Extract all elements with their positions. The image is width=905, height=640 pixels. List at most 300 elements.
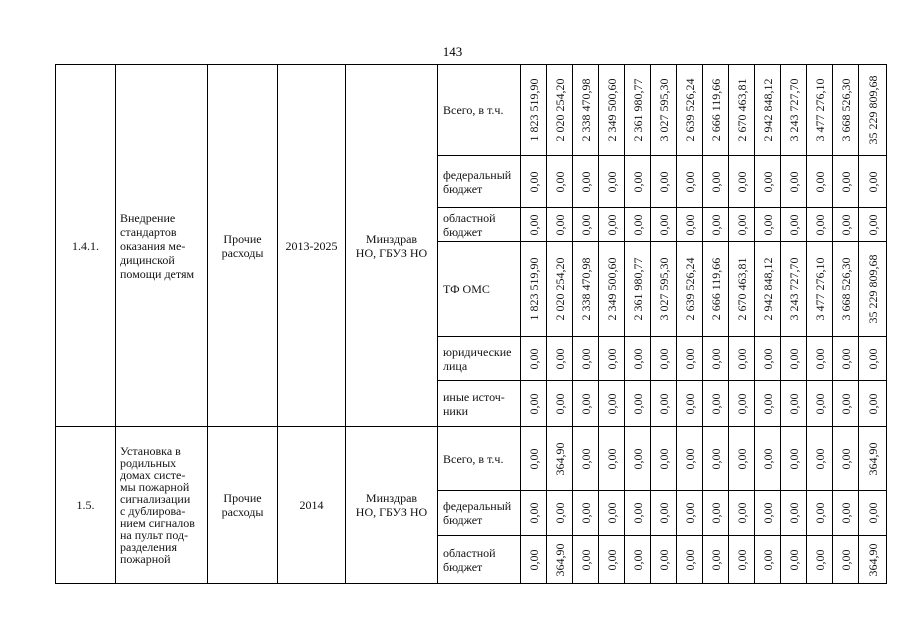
text-line: на пульт под- bbox=[120, 528, 189, 542]
amount-value: 0,00 bbox=[526, 171, 541, 192]
text-line: ТФ ОМС bbox=[443, 282, 490, 296]
amount-value: 0,00 bbox=[734, 549, 749, 570]
amount-value: 0,00 bbox=[630, 348, 645, 369]
amount-value: 0,00 bbox=[865, 502, 880, 524]
text-line: Всего, в т.ч. bbox=[443, 103, 504, 117]
amount-value: 3 243 727,70 bbox=[786, 78, 801, 142]
amount-value: 0,00 bbox=[734, 393, 749, 414]
amount-cell bbox=[677, 156, 703, 208]
amount-value: 35 229 809,68 bbox=[865, 75, 880, 145]
amount-value: 0,00 bbox=[578, 393, 593, 414]
amount-value: 0,00 bbox=[630, 549, 645, 570]
amount-value: 0,00 bbox=[838, 348, 853, 369]
amount-value: 0,00 bbox=[760, 393, 775, 414]
amount-cell bbox=[521, 381, 547, 427]
amount-cell bbox=[755, 65, 781, 156]
amount-value: 0,00 bbox=[682, 549, 697, 570]
amount-cell bbox=[599, 65, 625, 156]
amount-cell bbox=[625, 208, 651, 242]
amount-value: 0,00 bbox=[526, 448, 541, 469]
text-line: бюджет bbox=[443, 513, 483, 527]
amount-cell bbox=[807, 208, 833, 242]
amount-cell bbox=[833, 427, 859, 491]
amount-cell bbox=[547, 536, 573, 584]
amount-value: 0,00 bbox=[838, 393, 853, 414]
amount-cell bbox=[625, 242, 651, 337]
funding-source bbox=[438, 381, 521, 427]
amount-value: 0,00 bbox=[760, 214, 775, 235]
text-line: стандартов bbox=[120, 224, 177, 239]
amount-cell bbox=[677, 536, 703, 584]
amount-value: 3 243 727,70 bbox=[786, 257, 801, 321]
amount-cell bbox=[547, 242, 573, 337]
amount-value: 0,00 bbox=[812, 214, 827, 235]
amount-value: 0,00 bbox=[630, 448, 645, 469]
text-line: с дублирова- bbox=[120, 504, 186, 518]
amount-value: 0,00 bbox=[552, 214, 567, 235]
text-line: Установка в bbox=[120, 444, 181, 458]
amount-value: 0,00 bbox=[708, 214, 723, 235]
amount-cell bbox=[755, 491, 781, 536]
amount-cell bbox=[703, 427, 729, 491]
amount-cell bbox=[547, 156, 573, 208]
amount-cell bbox=[859, 208, 887, 242]
amount-value: 0,00 bbox=[656, 448, 671, 469]
amount-cell bbox=[833, 242, 859, 337]
text-line: Прочие bbox=[223, 231, 262, 246]
amount-cell bbox=[781, 208, 807, 242]
amount-value: 364,90 bbox=[865, 442, 880, 475]
text-line: Минздрав bbox=[365, 231, 418, 246]
amount-value: 2 670 463,81 bbox=[734, 78, 749, 142]
amount-value: 0,00 bbox=[526, 502, 541, 524]
amount-cell bbox=[651, 337, 677, 381]
amount-cell bbox=[521, 536, 547, 584]
text-line: юридические bbox=[443, 344, 512, 359]
amount-cell bbox=[755, 156, 781, 208]
amount-cell bbox=[521, 491, 547, 536]
amount-value: 2 349 500,60 bbox=[604, 78, 619, 142]
amount-value: 0,00 bbox=[838, 502, 853, 524]
amount-value: 0,00 bbox=[630, 393, 645, 414]
amount-cell bbox=[755, 208, 781, 242]
amount-value: 0,00 bbox=[656, 214, 671, 235]
funding-source bbox=[438, 337, 521, 381]
amount-value: 0,00 bbox=[604, 214, 619, 235]
amount-value: 0,00 bbox=[812, 348, 827, 369]
amount-value: 0,00 bbox=[734, 502, 749, 524]
amount-cell bbox=[781, 156, 807, 208]
amount-cell bbox=[703, 536, 729, 584]
amount-value: 0,00 bbox=[708, 393, 723, 414]
amount-cell bbox=[833, 491, 859, 536]
amount-value: 0,00 bbox=[630, 171, 645, 192]
amount-value: 0,00 bbox=[838, 214, 853, 235]
amount-value: 0,00 bbox=[552, 348, 567, 369]
funding-source bbox=[438, 156, 521, 208]
amount-cell bbox=[599, 337, 625, 381]
amount-value: 0,00 bbox=[578, 348, 593, 369]
amount-value: 1 823 519,90 bbox=[526, 257, 541, 321]
text-line: НО, ГБУЗ НО bbox=[355, 505, 428, 519]
amount-cell bbox=[599, 242, 625, 337]
amount-cell bbox=[833, 65, 859, 156]
amount-cell bbox=[729, 427, 755, 491]
amount-cell bbox=[703, 65, 729, 156]
amount-cell bbox=[547, 337, 573, 381]
amount-value: 0,00 bbox=[604, 348, 619, 369]
amount-cell bbox=[703, 337, 729, 381]
amount-value: 0,00 bbox=[708, 502, 723, 524]
amount-value: 0,00 bbox=[526, 393, 541, 414]
amount-cell bbox=[859, 427, 887, 491]
amount-cell bbox=[521, 65, 547, 156]
amount-cell bbox=[729, 337, 755, 381]
amount-value: 0,00 bbox=[682, 448, 697, 469]
amount-value: 3 027 595,30 bbox=[656, 257, 671, 321]
amount-cell bbox=[781, 536, 807, 584]
executor bbox=[346, 427, 438, 584]
text-line: бюджет bbox=[443, 181, 483, 196]
amount-value: 3 477 276,10 bbox=[812, 78, 827, 142]
amount-value: 0,00 bbox=[812, 393, 827, 414]
amount-cell bbox=[729, 208, 755, 242]
amount-cell bbox=[729, 491, 755, 536]
table-row bbox=[56, 427, 887, 491]
page-number: 143 bbox=[442, 44, 463, 59]
amount-value: 0,00 bbox=[578, 171, 593, 192]
amount-cell bbox=[625, 536, 651, 584]
amount-cell bbox=[859, 536, 887, 584]
amount-value: 0,00 bbox=[708, 448, 723, 469]
amount-cell bbox=[573, 536, 599, 584]
amount-value: 0,00 bbox=[682, 214, 697, 235]
amount-cell bbox=[521, 208, 547, 242]
amount-cell bbox=[781, 427, 807, 491]
amount-value: 0,00 bbox=[760, 448, 775, 469]
amount-value: 0,00 bbox=[682, 393, 697, 414]
amount-value: 0,00 bbox=[734, 448, 749, 469]
amount-cell bbox=[729, 65, 755, 156]
amount-value: 2 942 848,12 bbox=[760, 78, 775, 142]
expense-type bbox=[208, 65, 278, 427]
text-line: федеральный bbox=[443, 499, 512, 513]
amount-cell bbox=[859, 242, 887, 337]
amount-value: 2 020 254,20 bbox=[552, 257, 567, 321]
amount-value: 2 020 254,20 bbox=[552, 78, 567, 142]
amount-cell bbox=[807, 536, 833, 584]
amount-value: 2 338 470,98 bbox=[578, 78, 593, 142]
amount-value: 0,00 bbox=[604, 171, 619, 192]
amount-cell bbox=[807, 65, 833, 156]
amount-cell bbox=[677, 491, 703, 536]
text-line: домах систе- bbox=[120, 468, 186, 482]
amount-cell bbox=[651, 242, 677, 337]
text-line: Всего, в т.ч. bbox=[443, 451, 504, 466]
amount-value: 0,00 bbox=[578, 448, 593, 469]
text-line: оказания ме- bbox=[120, 238, 186, 253]
amount-value: 2 639 526,24 bbox=[682, 257, 697, 321]
amount-cell bbox=[651, 491, 677, 536]
text-line: федеральный bbox=[443, 167, 512, 182]
amount-value: 3 668 526,30 bbox=[838, 78, 853, 142]
amount-value: 0,00 bbox=[604, 549, 619, 570]
amount-value: 0,00 bbox=[838, 448, 853, 469]
funding-source bbox=[438, 65, 521, 156]
funding-table bbox=[55, 64, 887, 584]
amount-value: 0,00 bbox=[838, 171, 853, 192]
amount-cell bbox=[651, 427, 677, 491]
amount-cell bbox=[573, 427, 599, 491]
text-line: лица bbox=[443, 358, 468, 373]
amount-value: 0,00 bbox=[786, 393, 801, 414]
amount-value: 2 349 500,60 bbox=[604, 257, 619, 321]
amount-value: 0,00 bbox=[526, 549, 541, 570]
amount-cell bbox=[573, 156, 599, 208]
text-line: областной bbox=[443, 210, 496, 225]
amount-value: 0,00 bbox=[812, 448, 827, 469]
amount-value: 0,00 bbox=[682, 171, 697, 192]
amount-cell bbox=[833, 208, 859, 242]
amount-cell bbox=[729, 156, 755, 208]
amount-cell bbox=[807, 156, 833, 208]
amount-cell bbox=[859, 156, 887, 208]
amount-cell bbox=[573, 381, 599, 427]
amount-value: 0,00 bbox=[786, 348, 801, 369]
amount-cell bbox=[547, 208, 573, 242]
amount-value: 0,00 bbox=[812, 549, 827, 570]
amount-cell bbox=[625, 337, 651, 381]
text-line: пожарной bbox=[120, 552, 171, 566]
amount-value: 0,00 bbox=[786, 214, 801, 235]
amount-value: 0,00 bbox=[838, 549, 853, 570]
amount-cell bbox=[781, 337, 807, 381]
amount-value: 0,00 bbox=[812, 502, 827, 524]
amount-cell bbox=[573, 65, 599, 156]
amount-value: 0,00 bbox=[786, 549, 801, 570]
amount-cell bbox=[651, 65, 677, 156]
funding-source bbox=[438, 491, 521, 536]
amount-value: 3 477 276,10 bbox=[812, 257, 827, 321]
text-line: бюджет bbox=[443, 559, 483, 574]
amount-value: 0,00 bbox=[865, 171, 880, 192]
amount-cell bbox=[729, 242, 755, 337]
amount-value: 0,00 bbox=[865, 393, 880, 414]
amount-value: 2 942 848,12 bbox=[760, 257, 775, 321]
amount-value: 0,00 bbox=[682, 502, 697, 524]
amount-cell bbox=[625, 65, 651, 156]
amount-value: 364,90 bbox=[865, 543, 880, 576]
amount-cell bbox=[547, 381, 573, 427]
amount-cell bbox=[547, 491, 573, 536]
text-line: Внедрение bbox=[120, 210, 176, 225]
text-line: помощи детям bbox=[120, 266, 195, 281]
amount-cell bbox=[677, 208, 703, 242]
amount-value: 1 823 519,90 bbox=[526, 78, 541, 142]
section-number: 1.5. bbox=[56, 427, 116, 584]
amount-value: 0,00 bbox=[734, 214, 749, 235]
amount-value: 0,00 bbox=[526, 214, 541, 235]
amount-value: 0,00 bbox=[760, 502, 775, 524]
amount-cell bbox=[651, 536, 677, 584]
amount-cell bbox=[755, 536, 781, 584]
amount-value: 0,00 bbox=[656, 549, 671, 570]
amount-cell bbox=[625, 156, 651, 208]
amount-value: 3 027 595,30 bbox=[656, 78, 671, 142]
text-line: дицинской bbox=[120, 252, 175, 267]
amount-value: 2 670 463,81 bbox=[734, 257, 749, 321]
amount-cell bbox=[521, 242, 547, 337]
amount-cell bbox=[651, 381, 677, 427]
amount-cell bbox=[547, 65, 573, 156]
implementation-period: 2013-2025 bbox=[278, 65, 346, 427]
amount-cell bbox=[859, 491, 887, 536]
amount-cell bbox=[703, 208, 729, 242]
text-line: бюджет bbox=[443, 224, 483, 239]
text-line: расходы bbox=[221, 245, 264, 260]
amount-cell bbox=[833, 156, 859, 208]
amount-value: 0,00 bbox=[812, 171, 827, 192]
section-number: 1.4.1. bbox=[56, 65, 116, 427]
text-line: разделения bbox=[120, 540, 177, 554]
amount-value: 2 666 119,66 bbox=[708, 78, 723, 142]
amount-cell bbox=[807, 242, 833, 337]
amount-cell bbox=[573, 208, 599, 242]
text-line: Прочие bbox=[223, 491, 262, 505]
amount-cell bbox=[807, 337, 833, 381]
amount-cell bbox=[755, 337, 781, 381]
amount-cell bbox=[807, 491, 833, 536]
amount-value: 0,00 bbox=[760, 348, 775, 369]
text-line: нием сигналов bbox=[120, 516, 195, 530]
funding-source bbox=[438, 208, 521, 242]
amount-cell bbox=[807, 427, 833, 491]
amount-value: 0,00 bbox=[760, 171, 775, 192]
amount-value: 0,00 bbox=[865, 348, 880, 369]
amount-value: 0,00 bbox=[708, 171, 723, 192]
amount-cell bbox=[859, 381, 887, 427]
amount-value: 0,00 bbox=[526, 348, 541, 369]
activity-name bbox=[116, 427, 208, 584]
amount-value: 0,00 bbox=[578, 502, 593, 524]
amount-value: 2 639 526,24 bbox=[682, 78, 697, 142]
amount-value: 0,00 bbox=[552, 393, 567, 414]
amount-cell bbox=[573, 337, 599, 381]
amount-cell bbox=[833, 536, 859, 584]
amount-cell bbox=[755, 381, 781, 427]
text-line: областной bbox=[443, 545, 496, 560]
amount-cell bbox=[703, 242, 729, 337]
amount-value: 364,90 bbox=[552, 442, 567, 475]
funding-source bbox=[438, 536, 521, 584]
amount-cell bbox=[729, 381, 755, 427]
amount-value: 0,00 bbox=[734, 171, 749, 192]
amount-cell bbox=[599, 536, 625, 584]
amount-cell bbox=[703, 491, 729, 536]
amount-cell bbox=[833, 337, 859, 381]
amount-value: 0,00 bbox=[630, 502, 645, 524]
amount-value: 0,00 bbox=[578, 549, 593, 570]
amount-value: 0,00 bbox=[760, 549, 775, 570]
amount-value: 0,00 bbox=[786, 502, 801, 524]
amount-value: 0,00 bbox=[656, 348, 671, 369]
amount-value: 2 338 470,98 bbox=[578, 257, 593, 321]
amount-value: 0,00 bbox=[708, 348, 723, 369]
text-line: сигнализации bbox=[120, 492, 191, 506]
amount-value: 0,00 bbox=[630, 214, 645, 235]
amount-value: 35 229 809,68 bbox=[865, 254, 880, 324]
amount-cell bbox=[599, 208, 625, 242]
amount-value: 364,90 bbox=[552, 543, 567, 576]
amount-value: 0,00 bbox=[682, 348, 697, 369]
activity-name bbox=[116, 65, 208, 427]
amount-value: 0,00 bbox=[604, 448, 619, 469]
amount-cell bbox=[521, 156, 547, 208]
amount-value: 2 361 980,77 bbox=[630, 78, 645, 142]
amount-value: 2 361 980,77 bbox=[630, 257, 645, 321]
amount-cell bbox=[677, 337, 703, 381]
amount-cell bbox=[547, 427, 573, 491]
amount-cell bbox=[521, 427, 547, 491]
amount-cell bbox=[599, 381, 625, 427]
amount-cell bbox=[781, 381, 807, 427]
funding-source bbox=[438, 427, 521, 491]
text-line: ники bbox=[443, 403, 469, 418]
expense-type bbox=[208, 427, 278, 584]
amount-value: 0,00 bbox=[708, 549, 723, 570]
amount-cell bbox=[755, 427, 781, 491]
amount-cell bbox=[859, 337, 887, 381]
amount-cell bbox=[729, 536, 755, 584]
amount-cell bbox=[859, 65, 887, 156]
amount-value: 0,00 bbox=[604, 393, 619, 414]
amount-cell bbox=[677, 242, 703, 337]
amount-value: 0,00 bbox=[552, 502, 567, 524]
amount-value: 3 668 526,30 bbox=[838, 257, 853, 321]
amount-cell bbox=[807, 381, 833, 427]
amount-cell bbox=[521, 337, 547, 381]
amount-value: 0,00 bbox=[578, 214, 593, 235]
amount-cell bbox=[703, 156, 729, 208]
text-line: Минздрав bbox=[365, 491, 418, 505]
amount-value: 0,00 bbox=[786, 171, 801, 192]
amount-value: 0,00 bbox=[865, 214, 880, 235]
amount-value: 0,00 bbox=[656, 393, 671, 414]
amount-cell bbox=[573, 491, 599, 536]
amount-value: 2 666 119,66 bbox=[708, 257, 723, 321]
implementation-period: 2014 bbox=[278, 427, 346, 584]
amount-cell bbox=[625, 381, 651, 427]
text-line: иные источ- bbox=[443, 389, 505, 404]
amount-value: 0,00 bbox=[734, 348, 749, 369]
amount-cell bbox=[781, 242, 807, 337]
amount-value: 0,00 bbox=[656, 502, 671, 524]
text-line: родильных bbox=[120, 456, 177, 470]
amount-value: 0,00 bbox=[656, 171, 671, 192]
amount-cell bbox=[599, 491, 625, 536]
amount-cell bbox=[625, 491, 651, 536]
amount-cell bbox=[677, 427, 703, 491]
amount-cell bbox=[651, 156, 677, 208]
amount-cell bbox=[703, 381, 729, 427]
amount-cell bbox=[677, 65, 703, 156]
amount-cell bbox=[755, 242, 781, 337]
funding-source bbox=[438, 242, 521, 337]
text-line: НО, ГБУЗ НО bbox=[355, 245, 428, 260]
amount-cell bbox=[833, 381, 859, 427]
amount-cell bbox=[781, 491, 807, 536]
amount-value: 0,00 bbox=[786, 448, 801, 469]
